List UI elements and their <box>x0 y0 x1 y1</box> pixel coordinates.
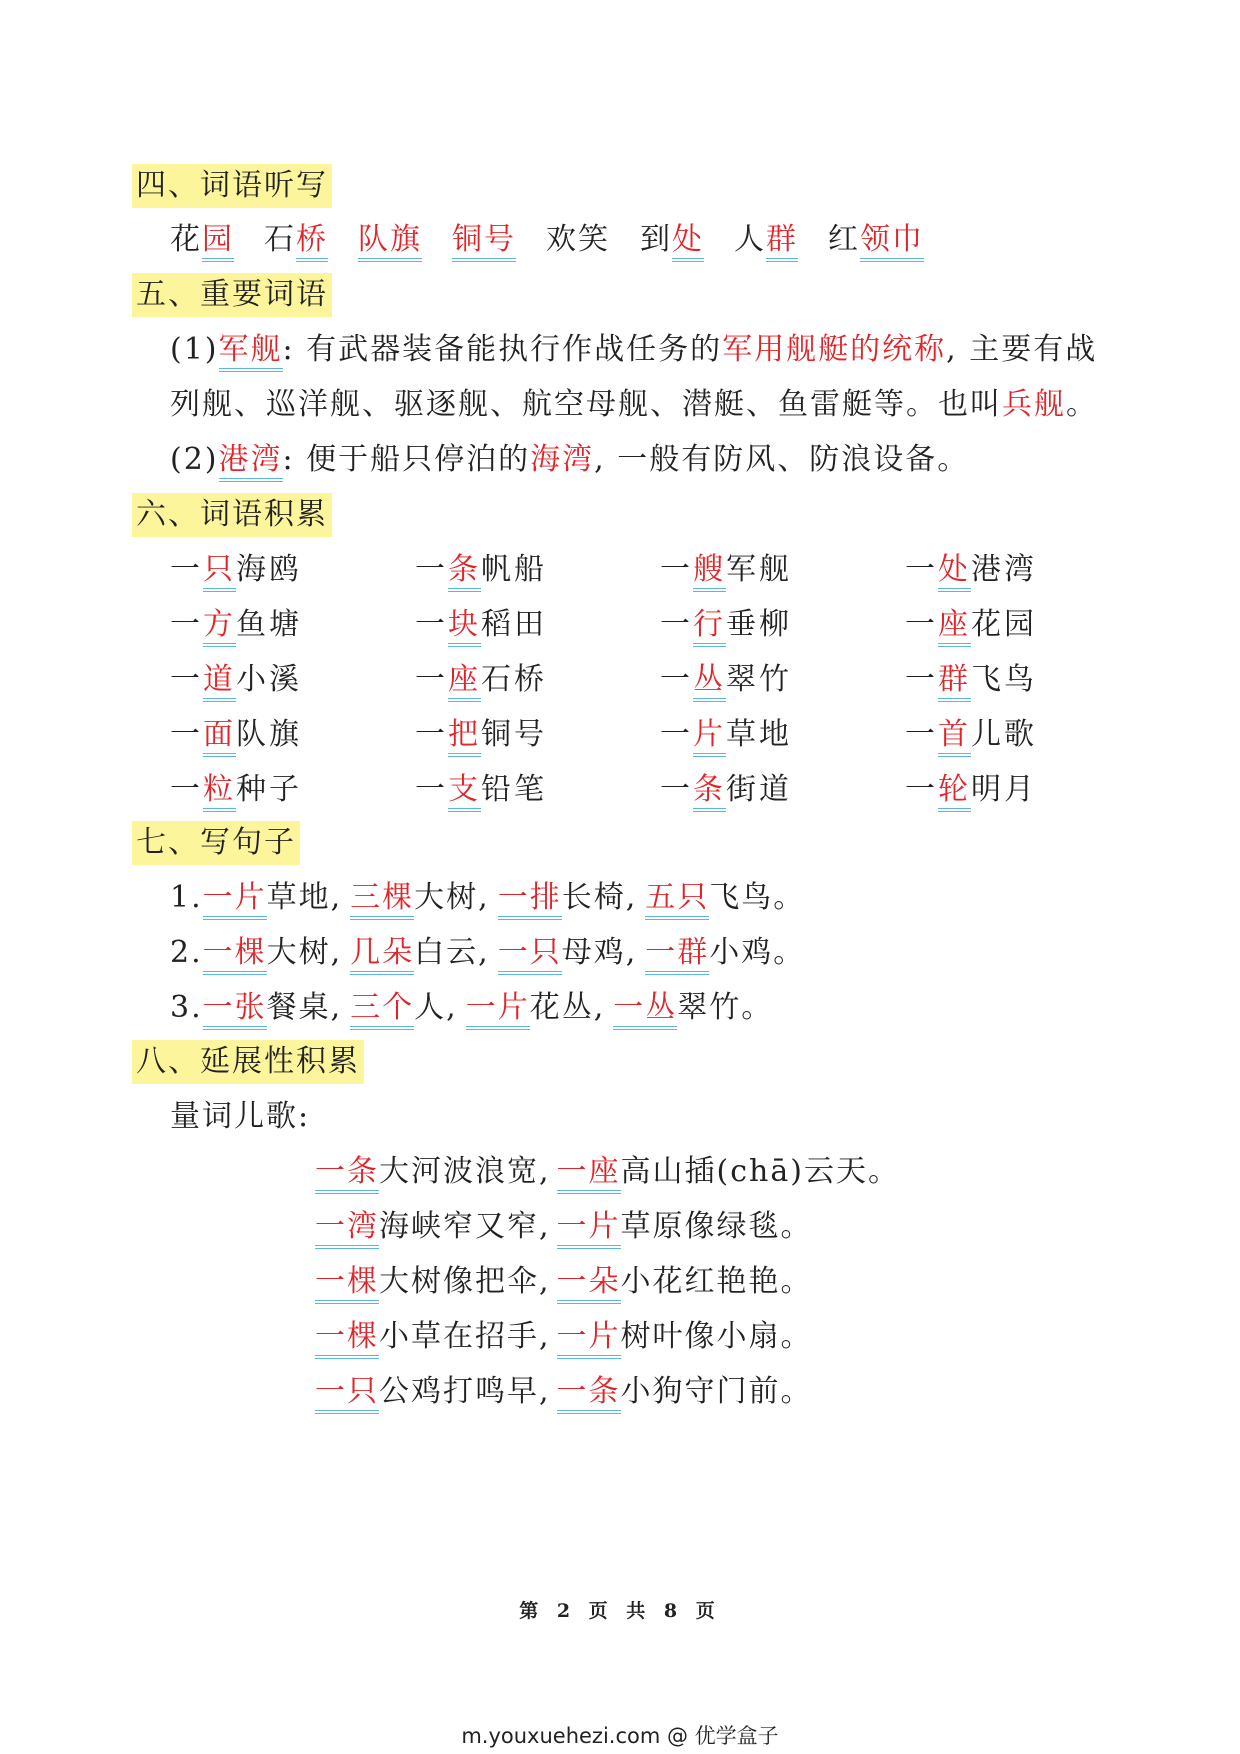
definition-number: (1) <box>170 332 219 367</box>
dictation-word <box>170 222 234 257</box>
measure-answer: 处 <box>938 552 971 592</box>
site-watermark: m.youxuehezi.com @ 优学盒子 <box>461 1724 779 1748</box>
sentence-text: 白云, <box>414 935 490 970</box>
song-answer: 一条 <box>557 1374 621 1414</box>
dictation-given: 到 <box>640 222 672 257</box>
dictation-given: 石 <box>264 222 296 257</box>
measure-answer: 方 <box>203 607 236 647</box>
measure-prefix: 一 <box>170 607 203 642</box>
definition-text: , 主要有战 <box>946 332 1098 367</box>
measure-word-item <box>415 658 547 702</box>
definition-text: : 有武器装备能执行作战任务的 <box>282 332 723 367</box>
section-heading-dictation: 四、词语听写 <box>132 164 332 208</box>
dictation-given: 红 <box>828 222 860 257</box>
measure-prefix: 一 <box>905 552 938 587</box>
measure-noun: 街道 <box>726 772 792 807</box>
song-answer: 一湾 <box>315 1209 379 1249</box>
section-heading-important-words: 五、重要词语 <box>132 273 332 317</box>
song-text: 大河波浪宽, <box>379 1154 551 1189</box>
sentence-answer: 一片 <box>203 880 267 920</box>
measure-noun: 铜号 <box>481 717 547 752</box>
measure-prefix: 一 <box>415 717 448 752</box>
measure-noun: 小溪 <box>236 662 302 697</box>
measure-word-item <box>660 548 792 592</box>
definition-text: 列舰、巡洋舰、驱逐舰、航空母舰、潜艇、鱼雷艇等。也叫 <box>170 387 1002 422</box>
sentence-text: 草地, <box>266 880 343 915</box>
measure-noun: 花园 <box>971 607 1037 642</box>
sentence-answer: 三棵 <box>350 880 414 920</box>
measure-word-item <box>170 603 302 647</box>
measure-noun: 草地 <box>726 717 792 752</box>
measure-noun: 鱼塘 <box>236 607 302 642</box>
measure-answer: 粒 <box>203 772 236 812</box>
definition-text: 。 <box>1066 387 1098 422</box>
measure-word-item <box>660 768 792 812</box>
song-intro: 量词儿歌: <box>170 1099 311 1134</box>
song-line <box>315 1150 900 1194</box>
measure-noun: 铅笔 <box>481 772 547 807</box>
measure-answer: 座 <box>938 607 971 647</box>
measure-word-item <box>170 713 302 757</box>
dictation-answer: 处 <box>672 222 704 262</box>
measure-prefix: 一 <box>660 772 693 807</box>
definition-alias: 兵舰 <box>1002 387 1066 422</box>
word-definition-1-line-2 <box>170 383 1098 427</box>
sentence-answer: 一只 <box>498 935 562 975</box>
song-text: 小花红艳艳。 <box>620 1264 813 1299</box>
song-text: 小狗守门前。 <box>620 1374 813 1409</box>
section-heading-extended-accumulation: 八、延展性积累 <box>132 1040 364 1084</box>
song-line <box>315 1315 813 1359</box>
dictation-word <box>264 222 328 257</box>
dictation-word <box>546 222 610 257</box>
song-line <box>315 1370 813 1414</box>
song-text: 高山插(chā)云天。 <box>620 1154 900 1189</box>
sentence-answer: 一群 <box>645 935 709 975</box>
definition-highlight: 军用舰艇的统称 <box>722 332 947 367</box>
measure-noun: 军舰 <box>726 552 792 587</box>
measure-answer: 丛 <box>693 662 726 702</box>
dictation-given: 花 <box>170 222 202 257</box>
sentence-answer: 一张 <box>203 990 267 1030</box>
sentence-answer: 一丛 <box>613 990 677 1030</box>
measure-noun: 稻田 <box>481 607 547 642</box>
song-line <box>315 1205 813 1249</box>
measure-noun: 队旗 <box>236 717 302 752</box>
measure-noun: 明月 <box>971 772 1037 807</box>
sentence-line <box>170 986 781 1030</box>
measure-word-item <box>170 548 302 592</box>
measure-prefix: 一 <box>660 662 693 697</box>
sentence-answer: 五只 <box>645 880 709 920</box>
dictation-given: 人 <box>734 222 766 257</box>
measure-noun: 飞鸟 <box>971 662 1037 697</box>
measure-answer: 把 <box>448 717 481 757</box>
measure-answer: 条 <box>448 552 481 592</box>
sentence-line <box>170 931 813 975</box>
measure-word-item <box>905 713 1037 757</box>
measure-answer: 轮 <box>938 772 971 812</box>
measure-answer: 片 <box>693 717 726 757</box>
song-text: 海峡窄又窄, <box>379 1209 551 1244</box>
song-answer: 一只 <box>315 1374 379 1414</box>
dictation-answer: 群 <box>766 222 798 262</box>
song-answer: 一朵 <box>557 1264 621 1304</box>
song-answer: 一片 <box>557 1209 621 1249</box>
measure-prefix: 一 <box>905 717 938 752</box>
measure-answer: 块 <box>448 607 481 647</box>
song-answer: 一棵 <box>315 1264 379 1304</box>
dictation-word <box>734 222 798 257</box>
measure-prefix: 一 <box>660 607 693 642</box>
measure-prefix: 一 <box>905 662 938 697</box>
measure-prefix: 一 <box>905 772 938 807</box>
song-text: 小草在招手, <box>379 1319 551 1354</box>
measure-answer: 面 <box>203 717 236 757</box>
measure-word-item <box>905 603 1037 647</box>
dictation-answer: 领巾 <box>860 222 924 262</box>
definition-term: 军舰 <box>219 332 283 372</box>
section-heading-word-accumulation: 六、词语积累 <box>132 493 332 537</box>
measure-word-item <box>660 713 792 757</box>
sentence-text: 飞鸟。 <box>709 880 806 915</box>
sentence-answer: 几朵 <box>350 935 414 975</box>
sentence-answer: 一棵 <box>203 935 267 975</box>
measure-answer: 座 <box>448 662 481 702</box>
sentence-answer: 三个 <box>350 990 414 1030</box>
dictation-answer: 园 <box>202 222 234 262</box>
dictation-word <box>452 222 516 257</box>
song-line <box>315 1260 813 1304</box>
definition-term: 港湾 <box>219 442 283 482</box>
sentence-text: 小鸡。 <box>709 935 806 970</box>
sentence-text: 翠竹。 <box>677 990 774 1025</box>
sentence-text: 大树, <box>266 935 343 970</box>
measure-prefix: 一 <box>660 717 693 752</box>
measure-answer: 行 <box>693 607 726 647</box>
dictation-row <box>170 218 954 262</box>
sentence-text: 母鸡, <box>561 935 638 970</box>
dictation-word <box>358 222 422 257</box>
measure-answer: 首 <box>938 717 971 757</box>
definition-text: , 一般有防风、防浪设备。 <box>594 442 970 477</box>
measure-word-item <box>170 768 302 812</box>
measure-word-item <box>660 658 792 702</box>
measure-word-item <box>415 768 547 812</box>
measure-answer: 艘 <box>693 552 726 592</box>
word-definition-2 <box>170 438 969 482</box>
dictation-answer: 铜号 <box>452 222 516 262</box>
definition-text: : 便于船只停泊的 <box>282 442 531 477</box>
measure-word-item <box>660 603 792 647</box>
song-text: 公鸡打鸣早, <box>379 1374 551 1409</box>
song-answer: 一座 <box>557 1154 621 1194</box>
measure-prefix: 一 <box>905 607 938 642</box>
measure-noun: 海鸥 <box>236 552 302 587</box>
measure-word-item <box>905 658 1037 702</box>
song-text: 树叶像小扇。 <box>620 1319 813 1354</box>
sentence-text: 人, <box>414 990 458 1025</box>
sentence-line <box>170 876 813 920</box>
sentence-number: 2. <box>170 935 203 970</box>
song-answer: 一棵 <box>315 1319 379 1359</box>
measure-prefix: 一 <box>170 662 203 697</box>
sentence-text: 花丛, <box>529 990 606 1025</box>
dictation-word <box>828 222 924 257</box>
measure-word-item <box>415 713 547 757</box>
measure-noun: 帆船 <box>481 552 547 587</box>
song-answer: 一条 <box>315 1154 379 1194</box>
sentence-number: 1. <box>170 880 203 915</box>
sentence-text: 长椅, <box>561 880 638 915</box>
measure-word-item <box>170 658 302 702</box>
measure-prefix: 一 <box>415 772 448 807</box>
measure-prefix: 一 <box>415 662 448 697</box>
measure-word-item <box>905 548 1037 592</box>
measure-noun: 种子 <box>236 772 302 807</box>
measure-noun: 石桥 <box>481 662 547 697</box>
page-number: 第 2 页 共 8 页 <box>519 1600 721 1622</box>
sentence-answer: 一排 <box>498 880 562 920</box>
definition-number: (2) <box>170 442 219 477</box>
song-text: 草原像绿毯。 <box>620 1209 813 1244</box>
dictation-answer: 队旗 <box>358 222 422 262</box>
song-answer: 一片 <box>557 1319 621 1359</box>
measure-answer: 只 <box>203 552 236 592</box>
measure-answer: 支 <box>448 772 481 812</box>
dictation-answer: 桥 <box>296 222 328 262</box>
section-heading-write-sentences: 七、写句子 <box>132 821 300 865</box>
definition-highlight: 海湾 <box>530 442 595 477</box>
sentence-answer: 一片 <box>466 990 530 1030</box>
measure-word-item <box>415 603 547 647</box>
word-definition-1-line-1 <box>170 328 1097 372</box>
sentence-text: 餐桌, <box>266 990 343 1025</box>
measure-noun: 翠竹 <box>726 662 792 697</box>
dictation-given: 欢笑 <box>546 222 610 257</box>
measure-word-item <box>415 548 547 592</box>
dictation-word <box>640 222 704 257</box>
measure-noun: 垂柳 <box>726 607 792 642</box>
measure-prefix: 一 <box>170 717 203 752</box>
measure-answer: 群 <box>938 662 971 702</box>
measure-prefix: 一 <box>415 607 448 642</box>
measure-prefix: 一 <box>170 772 203 807</box>
measure-prefix: 一 <box>415 552 448 587</box>
measure-noun: 儿歌 <box>971 717 1037 752</box>
measure-prefix: 一 <box>170 552 203 587</box>
sentence-text: 大树, <box>414 880 490 915</box>
measure-word-item <box>905 768 1037 812</box>
song-text: 大树像把伞, <box>379 1264 551 1299</box>
measure-prefix: 一 <box>660 552 693 587</box>
measure-noun: 港湾 <box>971 552 1037 587</box>
sentence-number: 3. <box>170 990 203 1025</box>
measure-answer: 条 <box>693 772 726 812</box>
measure-answer: 道 <box>203 662 236 702</box>
